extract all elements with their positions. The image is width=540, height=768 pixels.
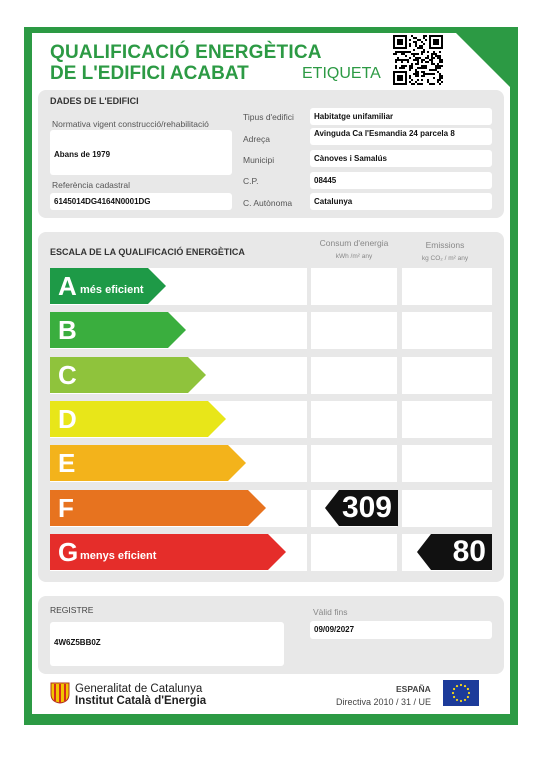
emissions-badge-value: 80 — [452, 535, 486, 568]
grade-letter: A — [58, 271, 77, 301]
building-section-title: DADES DE L'EDIFICI — [50, 96, 139, 106]
consumption-cell — [311, 445, 397, 482]
cadastral-label: Referència cadastral — [52, 180, 130, 190]
grade-arrow-a — [50, 268, 166, 304]
grade-arrow-g — [50, 534, 286, 570]
eu-flag-icon — [443, 680, 479, 706]
scale-section-title: ESCALA DE LA QUALIFICACIÓ ENERGÈTICA — [50, 247, 245, 257]
directive-label: Directiva 2010 / 31 / UE — [336, 697, 432, 707]
qr-code-icon — [393, 35, 443, 85]
grade-description: més eficient — [80, 284, 144, 296]
grade-letter: F — [58, 493, 74, 523]
community-value: Catalunya — [310, 193, 492, 210]
title-line-1: QUALIFICACIÓ ENERGÈTICA — [50, 42, 322, 63]
grade-letter: E — [58, 448, 76, 478]
regulation-value: Abans de 1979 — [50, 130, 232, 175]
valid-until-value: 09/09/2027 — [310, 621, 492, 639]
grade-arrow-c — [50, 357, 206, 393]
consumption-unit: kWh /m² any — [335, 253, 373, 260]
country-label: ESPAÑA — [396, 684, 431, 694]
consumption-badge — [325, 490, 398, 526]
emissions-cell — [402, 445, 492, 482]
regulation-label: Normativa vigent construcció/rehabilitació — [52, 119, 209, 129]
emissions-cell — [402, 268, 492, 305]
generalitat-name: Generalitat de Catalunya — [75, 683, 203, 695]
grade-arrow-e — [50, 445, 246, 481]
emissions-cell — [402, 312, 492, 349]
building-type-value: Habitatge unifamiliar — [310, 108, 492, 125]
registry-label: REGISTRE — [50, 605, 94, 615]
postal-code-value: 08445 — [310, 172, 492, 189]
emissions-cell — [402, 490, 492, 527]
grade-arrow-d — [50, 401, 226, 437]
consumption-cell — [311, 534, 397, 571]
municipality-label: Municipi — [243, 155, 275, 165]
generalitat-logo — [50, 682, 70, 704]
grade-arrow-b — [50, 312, 186, 348]
emissions-header: Emissions — [425, 240, 465, 250]
building-type-label: Tipus d'edifici — [243, 112, 294, 122]
consumption-cell — [311, 268, 397, 305]
registry-value: 4W6Z5BB0Z — [50, 622, 284, 666]
icaen-name: Institut Català d'Energia — [75, 695, 207, 707]
emissions-cell — [402, 357, 492, 394]
address-label: Adreça — [243, 134, 270, 144]
grade-letter: G — [58, 537, 79, 567]
consumption-cell — [311, 312, 397, 349]
frame-corner — [450, 27, 518, 95]
cadastral-value: 6145014DG4164N0001DG — [50, 193, 232, 210]
emissions-cell — [402, 401, 492, 438]
grade-letter: C — [58, 360, 77, 390]
emissions-unit: kg CO₂ / m² any — [421, 255, 469, 262]
grade-description: menys eficient — [80, 550, 157, 562]
postal-code-label: C.P. — [243, 176, 259, 186]
community-label: C. Autònoma — [243, 198, 293, 208]
grade-letter: D — [58, 404, 77, 434]
consumption-badge-value: 309 — [341, 491, 392, 524]
consumption-cell — [311, 357, 397, 394]
address-value: Avinguda Ca l'Esmandia 24 parcela 8 — [310, 128, 492, 145]
consumption-header: Consum d'energia — [319, 238, 389, 248]
grade-letter: B — [58, 315, 77, 345]
label-tag: ETIQUETA — [302, 65, 381, 82]
municipality-value: Cànoves i Samalús — [310, 150, 492, 167]
title-line-2: DE L'EDIFICI ACABAT — [50, 63, 249, 84]
valid-until-label: Vàlid fins — [313, 607, 348, 617]
emissions-badge — [417, 534, 492, 570]
consumption-cell — [311, 401, 397, 438]
grade-arrow-f — [50, 490, 266, 526]
